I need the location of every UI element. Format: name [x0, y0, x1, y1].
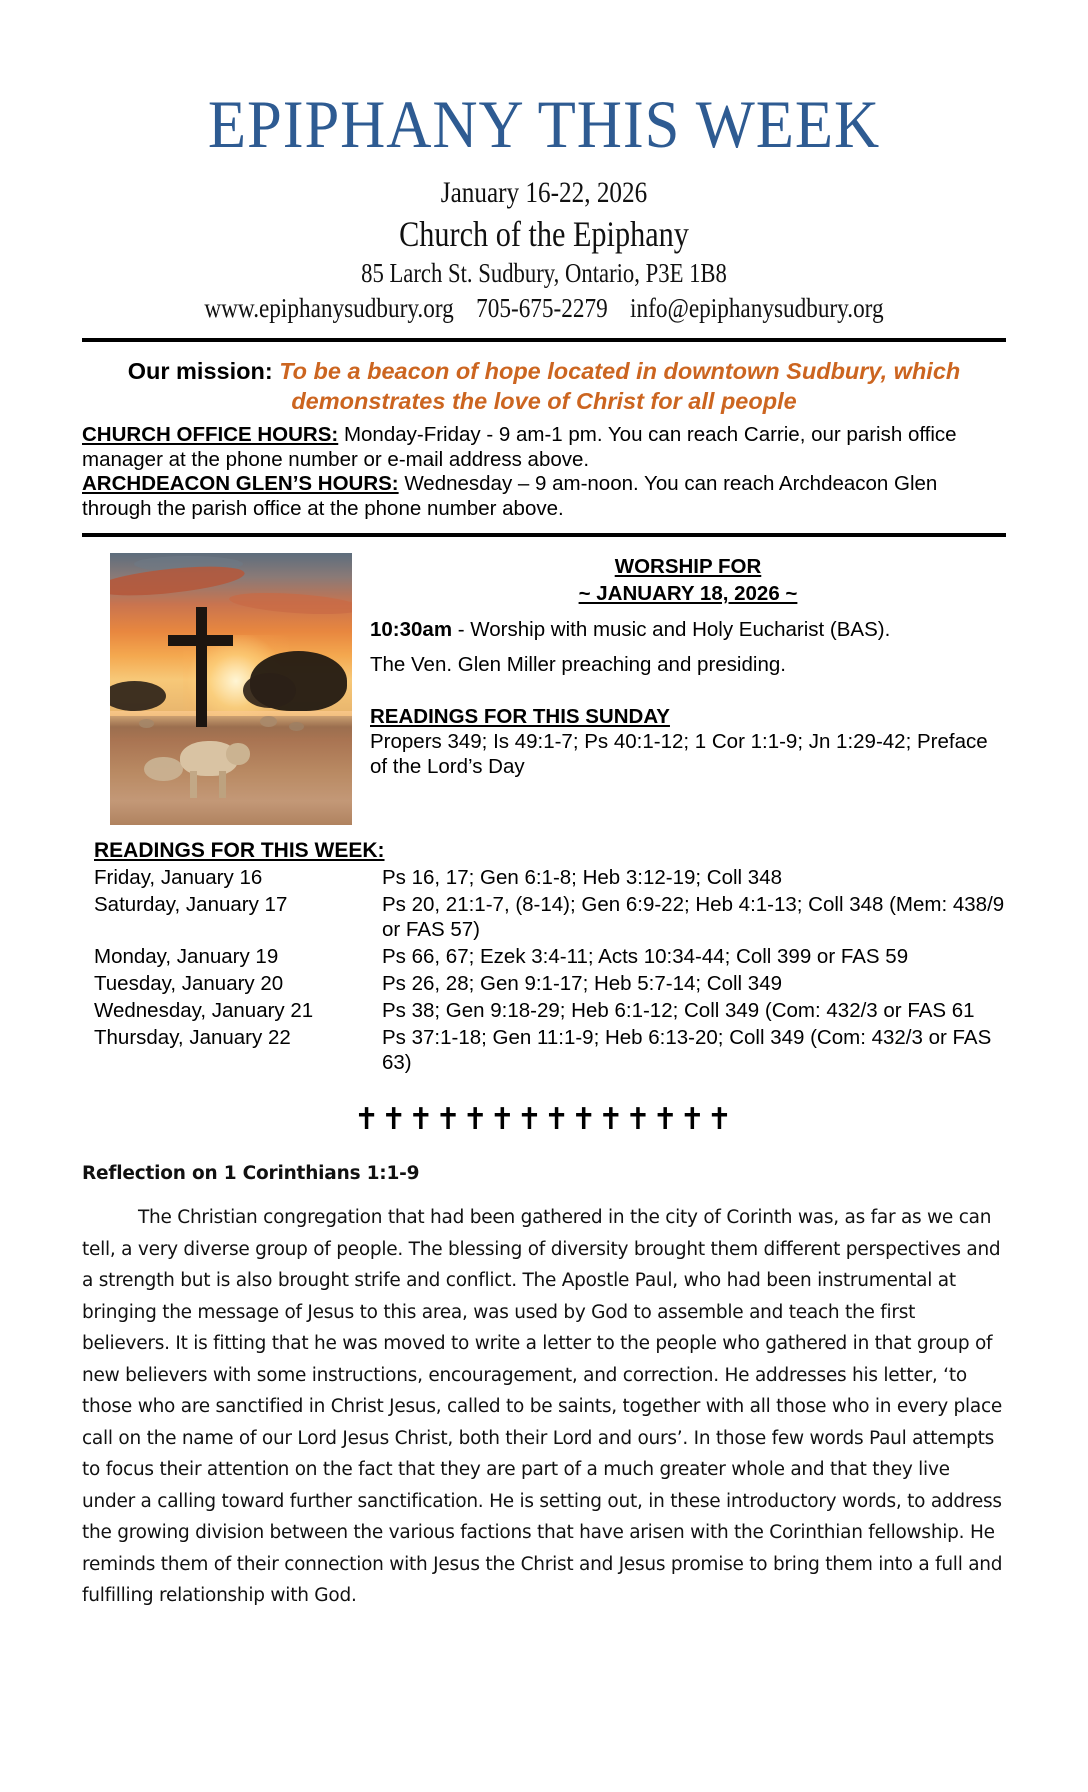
photo-sheep — [260, 716, 277, 727]
office-hours-text: Monday-Friday - 9 am-1 pm. You can reach Carrie, our parish office manager at the phone number or e-mail address above. — [82, 423, 957, 471]
reading-day: Tuesday, January 20 — [94, 972, 284, 995]
website-link[interactable]: www.epiphanysudbury.org — [204, 293, 454, 323]
table-row — [82, 892, 1006, 944]
reading-day: Thursday, January 22 — [94, 1026, 291, 1049]
masthead-divider — [82, 338, 1006, 342]
mission-text: To be a beacon of hope located in downtown Sudbury, which demonstrates the love of Christ for all people — [279, 358, 961, 414]
worship-heading-line1: WORSHIP FOR — [614, 555, 762, 578]
latin-cross-icon: ✝ — [544, 1102, 572, 1137]
sunday-readings-text: Propers 349; Is 49:1-7; Ps 40:1-12; 1 Cor 1:1-9; Jn 1:29-42; Preface of the Lord’s Day — [370, 730, 988, 778]
service-line — [370, 617, 1006, 642]
reading-references: Ps 20, 21:1-7, (8-14); Gen 6:9-22; Heb 4:1-13; Coll 348 (Mem: 438/9 or FAS 57) — [382, 893, 1005, 941]
latin-cross-icon: ✝ — [598, 1102, 626, 1137]
table-row — [82, 1025, 1006, 1077]
table-row — [82, 971, 1006, 998]
office-hours-label: CHURCH OFFICE HOURS: — [82, 423, 339, 446]
date-range: January 16-22, 2026 — [440, 176, 648, 209]
reflection-title: Reflection on 1 Corinthians 1:1-9 — [82, 1163, 420, 1184]
latin-cross-icon: ✝ — [381, 1102, 409, 1137]
service-description: - Worship with music and Holy Eucharist (BAS). — [452, 618, 891, 641]
latin-cross-icon: ✝ — [408, 1102, 436, 1137]
mission-label: Our mission: — [127, 358, 273, 384]
reading-references: Ps 38; Gen 9:18-29; Heb 6:1-12; Coll 349 (Com: 432/3 or FAS 61 — [382, 999, 975, 1022]
photo-lamb-leg — [190, 771, 197, 798]
photo-lamb — [144, 757, 183, 781]
latin-cross-icon: ✝ — [571, 1102, 599, 1137]
reading-day: Friday, January 16 — [94, 866, 263, 889]
hours-block — [82, 423, 1006, 521]
latin-cross-icon: ✝ — [706, 1102, 734, 1137]
worship-heading-line2: ~ JANUARY 18, 2026 ~ — [578, 582, 798, 605]
cross-divider — [82, 1103, 1006, 1137]
masthead — [82, 0, 1006, 326]
latin-cross-icon: ✝ — [462, 1102, 490, 1137]
page-title: EPIPHANY THIS WEEK — [207, 86, 881, 162]
latin-cross-icon: ✝ — [625, 1102, 653, 1137]
contact-line — [147, 290, 942, 326]
week-readings-section — [82, 839, 1006, 1077]
table-row — [82, 944, 1006, 971]
photo-sheep — [289, 722, 304, 731]
reflection-section — [82, 1163, 1006, 1612]
latin-cross-icon: ✝ — [516, 1102, 544, 1137]
latin-cross-icon: ✝ — [652, 1102, 680, 1137]
worship-heading — [370, 553, 1006, 607]
latin-cross-icon: ✝ — [435, 1102, 463, 1137]
photo-bush — [110, 681, 166, 711]
service-time: 10:30am — [370, 618, 453, 641]
photo-sheep — [139, 719, 154, 728]
sunset-cross-photo — [110, 553, 352, 825]
photo-lamb-leg — [219, 771, 226, 798]
photo-cross-icon — [196, 607, 207, 727]
week-readings-table — [82, 865, 1006, 1077]
church-name: Church of the Epiphany — [399, 214, 689, 254]
archdeacon-hours-label: ARCHDEACON GLEN’S HOURS: — [82, 472, 399, 495]
latin-cross-icon: ✝ — [489, 1102, 517, 1137]
office-hours-line — [82, 423, 1006, 472]
reading-references: Ps 37:1-18; Gen 11:1-9; Heb 6:13-20; Coll 349 (Com: 432/3 or FAS 63) — [382, 1026, 992, 1074]
reflection-body: The Christian congregation that had been gathered in the city of Corinth was, as far as we can tell, a very diverse group of people. The blessing of diversity brought them different perspectives and a strength but is also brought strife and conflict. The Apostle Paul, who had been instrumental at bringing the message of Jesus to this area, was used by God to assemble and teach the first believers. It is fitting that he was moved to write a letter to the people who gathered in that group of new believers with some instructions, encouragement, and correction. He addresses his letter, ‘to those who are sanctified in Christ Jesus, called to be saints, together with all those who in every place call on the name of our Lord Jesus Christ, both their Lord and ours’. In those few words Paul attempts to focus their attention on the fact that they are part of a much greater whole and that they live under a calling toward further sanctification. He is setting out, in these introductory words, to address the growing division between the various factions that have arisen with the Corinthian fellowship. He reminds them of their connection with Jesus the Christ and Jesus promise to bring them into a full and fulfilling relationship with God. — [82, 1207, 1003, 1606]
latin-cross-icon: ✝ — [354, 1102, 382, 1137]
reading-references: Ps 26, 28; Gen 9:1-17; Heb 5:7-14; Coll 349 — [382, 972, 783, 995]
presider-line: The Ven. Glen Miller preaching and presiding. — [370, 653, 786, 676]
table-row — [82, 998, 1006, 1025]
reading-references: Ps 66, 67; Ezek 3:4-11; Acts 10:34-44; Coll 399 or FAS 59 — [382, 945, 909, 968]
photo-tree — [243, 673, 296, 708]
archdeacon-hours-text: Wednesday – 9 am-noon. You can reach Archdeacon Glen through the parish office at the phone number above. — [82, 472, 938, 520]
reading-day: Wednesday, January 21 — [94, 999, 314, 1022]
worship-details — [370, 553, 1006, 779]
reading-day: Monday, January 19 — [94, 945, 279, 968]
hours-divider — [82, 533, 1006, 537]
photo-cross-icon — [168, 635, 233, 646]
church-address: 85 Larch St. Sudbury, Ontario, P3E 1B8 — [361, 258, 727, 288]
reading-day: Saturday, January 17 — [94, 893, 288, 916]
sunday-readings-title: READINGS FOR THIS SUNDAY — [370, 705, 670, 728]
phone-number[interactable]: 705-675-2279 — [476, 293, 608, 323]
table-row — [82, 865, 1006, 892]
worship-section — [82, 553, 1006, 825]
week-readings-title: READINGS FOR THIS WEEK: — [94, 839, 385, 862]
archdeacon-hours-line — [82, 472, 1006, 521]
latin-cross-icon: ✝ — [679, 1102, 707, 1137]
mission-statement — [82, 356, 1006, 416]
reading-references: Ps 16, 17; Gen 6:1-8; Heb 3:12-19; Coll 348 — [382, 866, 783, 889]
email-link[interactable]: info@epiphanysudbury.org — [630, 293, 884, 323]
